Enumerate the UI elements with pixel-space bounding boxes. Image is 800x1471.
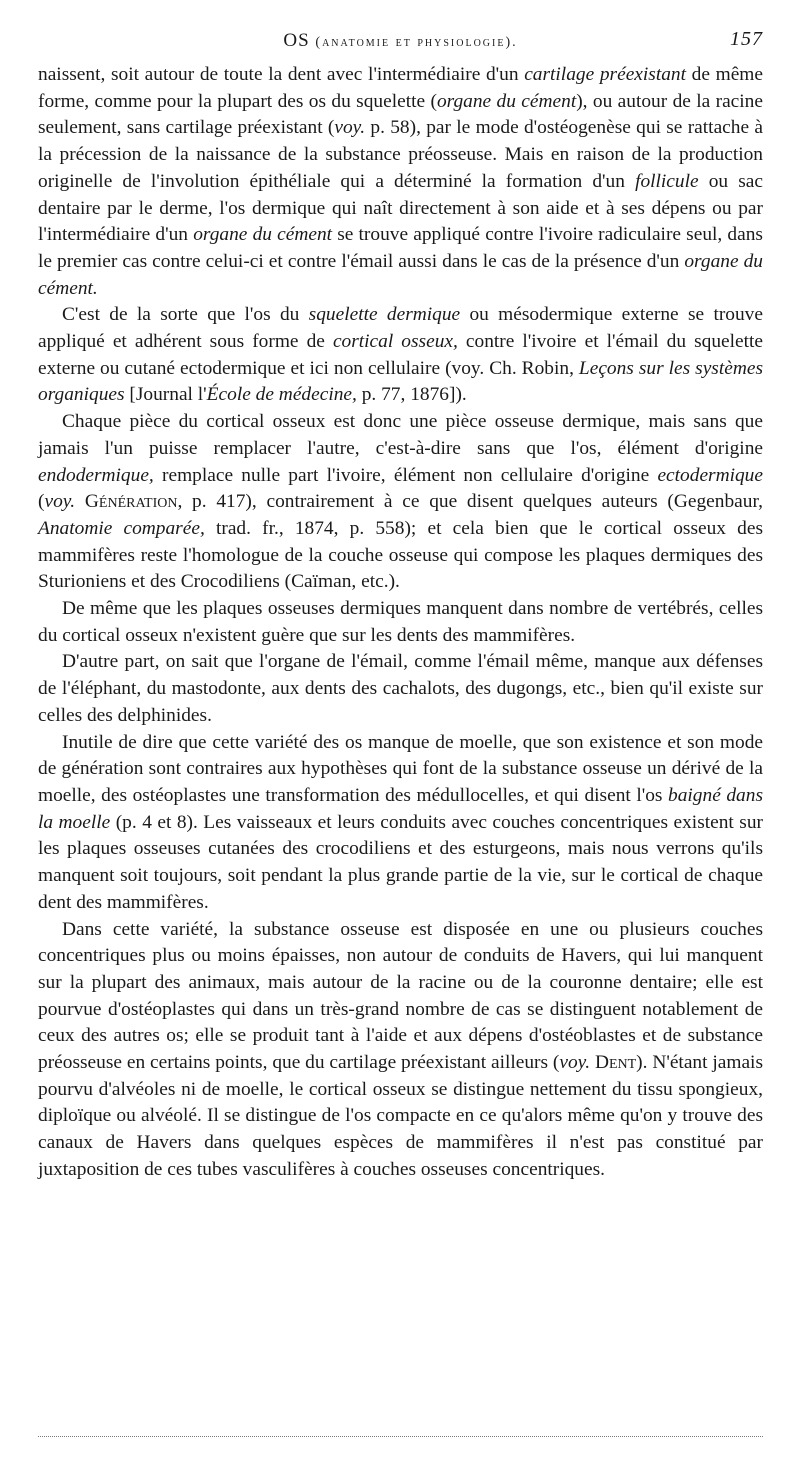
paragraph-5: D'autre part, on sait que l'organe de l'émail, comme l'émail même, manque aux défenses de l'éléphant, du mastodonte, aux dents des cachalots, des dugongs, etc., bien qu'il existe sur celles des delphinides. [38,651,763,726]
running-header [38,28,763,62]
paragraph-2: C'est de la sorte que l'os du squelette dermique ou mésodermique externe se trouve appliqué et adhérent sous forme de cortical osseux, contre l'ivoire et l'émail du squelette externe ou cutané ectodermique et ici non cellulaire (voy. Ch. Robin, Leçons sur les systèmes organiques [Journal l'École de médecine, p. 77, 1876]). [38,304,764,406]
paragraph-6: Inutile de dire que cette variété des os manque de moelle, que son existence et son mode de génération sont contraires aux hypothèses qui font de la substance osseuse un dérivé de la moelle, des ostéoplastes une transformation des médullocelles, et qui disent l'os baigné dans la moelle (p. 4 et 8). Les vaisseaux et leurs conduits avec couches concentriques existent sur les plaques osseuses cutanées des crocodiliens et des esturgeons, mais nous verrons qu'ils manquent soit toujours, soit pendant la plus grande partie de la vie, sur le cortical de chaque dent des mammifères. [38,731,763,913]
paragraph-3: Chaque pièce du cortical osseux est donc une pièce osseuse dermique, mais sans que jamais l'un puisse remplacer l'autre, c'est-à-dire sans que l'os, élément d'origine endodermique, remplace nulle part l'ivoire, élément non cellulaire d'origine ectodermique (voy. Génération, p. 417), contrairement à ce que disent quelques auteurs (Gegenbaur, Anatomie comparée, trad. fr., 1874, p. 558); et cela bien que le cortical osseux des mammifères reste l'homologue de la couche osseuse qui compose les plaques dermiques des Sturioniens et des Crocodiliens (Caïman, etc.). [38,411,764,593]
paragraph-1: naissent, soit autour de toute la dent avec l'intermédiaire d'un cartilage préexistant de même forme, comme pour la plupart des os du squelette (organe du cément), ou autour de la racine seulement, sans cartilage préexistant (voy. p. 58), par le mode d'ostéogenèse qui se rattache à la précession de la naissance de la substance préosseuse. Mais en raison de la production originelle de l'involution épithéliale qui a déterminé la formation d'un follicule ou sac dentaire par le derme, l'os dermique qui naît directement à son aide et à ses dépens ou par l'intermédiaire d'un organe du cément se trouve appliqué contre l'ivoire radiculaire seul, dans le premier cas contre celui-ci et contre l'émail aussi dans le cas de la présence d'un organe du cément. [38,64,763,299]
document-page [38,28,763,1184]
page-number: 157 [730,28,763,50]
header-title-subject: (anatomie et physiologie). [315,35,518,50]
paragraph-7: Dans cette variété, la substance osseuse est disposée en une ou plusieurs couches concentriques plus ou moins épaisses, non autour de conduits de Havers, qui lui manquent sur la plupart des animaux, mais autour de la racine ou de la couronne dentaire; elle est pourvue d'ostéoplastes qui dans un très-grand nombre de cas se distinguent notablement de ceux des autres os; elle se produit tant à l'aide et aux dépens d'ostéoblastes et de substance préosseuse en certains points, que du cartilage préexistant ailleurs (voy. Dent). N'étant jamais pourvu d'alvéoles ni de moelle, le cortical osseux se distingue nettement du tissu spongieux, diploïque ou alvéolé. Il se distingue de l'os compacte en ce qu'alors même qu'on y trouve des canaux de Havers dans quelques espèces de mammifères il n'est pas constitué par juxtaposition de ces tubes vasculifères à couches osseuses concentriques. [38,918,763,1180]
body-text [38,62,763,1184]
paragraph-4: De même que les plaques osseuses dermiques manquent dans nombre de vertébrés, celles du cortical osseux n'existent guère que sur les dents des mammifères. [38,598,763,646]
header-title-os: OS [283,30,310,51]
header-title [38,30,763,52]
footer-rule [38,1436,763,1437]
